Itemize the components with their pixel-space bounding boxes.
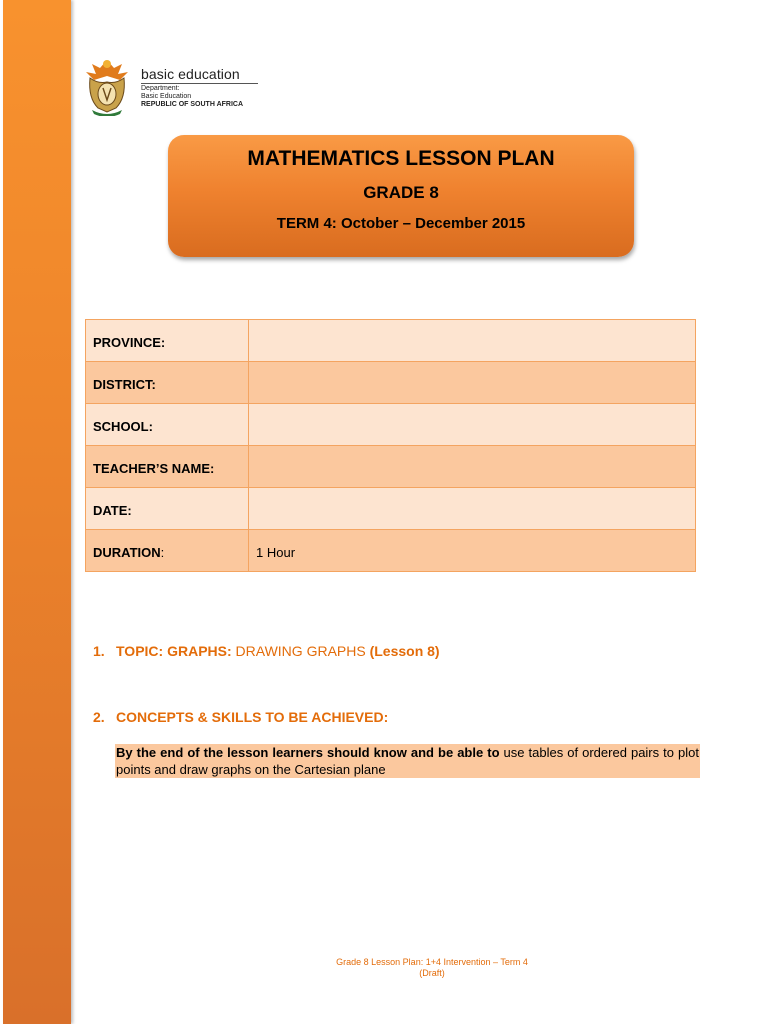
table-row [86,446,696,488]
lesson-info-table [85,319,696,572]
topic-name: DRAWING GRAPHS [231,643,370,659]
table-row [86,530,696,572]
footer-line-2: (Draft) [419,968,445,978]
department-logo [82,54,262,116]
logo-divider [141,83,258,84]
coat-of-arms-icon [82,54,132,116]
concepts-title: CONCEPTS & SKILLS TO BE ACHIEVED: [116,709,389,725]
page-footer [232,957,632,979]
topic-number: 1. [93,643,105,659]
concepts-number: 2. [93,709,105,725]
table-row [86,488,696,530]
school-field[interactable] [249,404,696,446]
school-label: SCHOOL: [86,404,249,446]
district-label: DISTRICT: [86,362,249,404]
date-field[interactable] [249,488,696,530]
duration-label-text: DURATION [93,545,161,560]
topic-heading [93,643,440,659]
province-field[interactable] [249,320,696,362]
province-label: PROVINCE: [86,320,249,362]
duration-label-colon: : [160,545,165,560]
logo-title: basic education [141,66,240,82]
duration-field[interactable]: 1 Hour [249,530,696,572]
footer-line-1: Grade 8 Lesson Plan: 1+4 Intervention – Term 4 [336,957,528,967]
concepts-text [115,744,700,778]
logo-country: REPUBLIC OF SOUTH AFRICA [141,101,244,108]
logo-department-name: Basic Education [141,93,192,100]
logo-department-label: Department: [141,85,180,92]
title-banner [168,135,634,257]
page-title: MATHEMATICS LESSON PLAN [247,147,555,170]
table-row [86,320,696,362]
teacher-name-label: TEACHER’S NAME: [86,446,249,488]
teacher-name-field[interactable] [249,446,696,488]
concepts-body: use tables of ordered pairs to plot points and draw graphs on the Cartesian plane [116,745,699,777]
duration-label [86,530,249,572]
table-row [86,362,696,404]
concepts-lead: By the end of the lesson learners should know and be able to [116,745,500,760]
term-label: TERM 4: October – December 2015 [276,215,526,232]
district-field[interactable] [249,362,696,404]
orange-side-bar [3,0,71,1024]
topic-lesson: (Lesson 8) [369,643,440,659]
table-row [86,404,696,446]
concepts-heading [93,709,388,725]
topic-prefix: TOPIC: GRAPHS: [116,643,232,659]
grade-label: GRADE 8 [363,183,439,202]
date-label: DATE: [86,488,249,530]
